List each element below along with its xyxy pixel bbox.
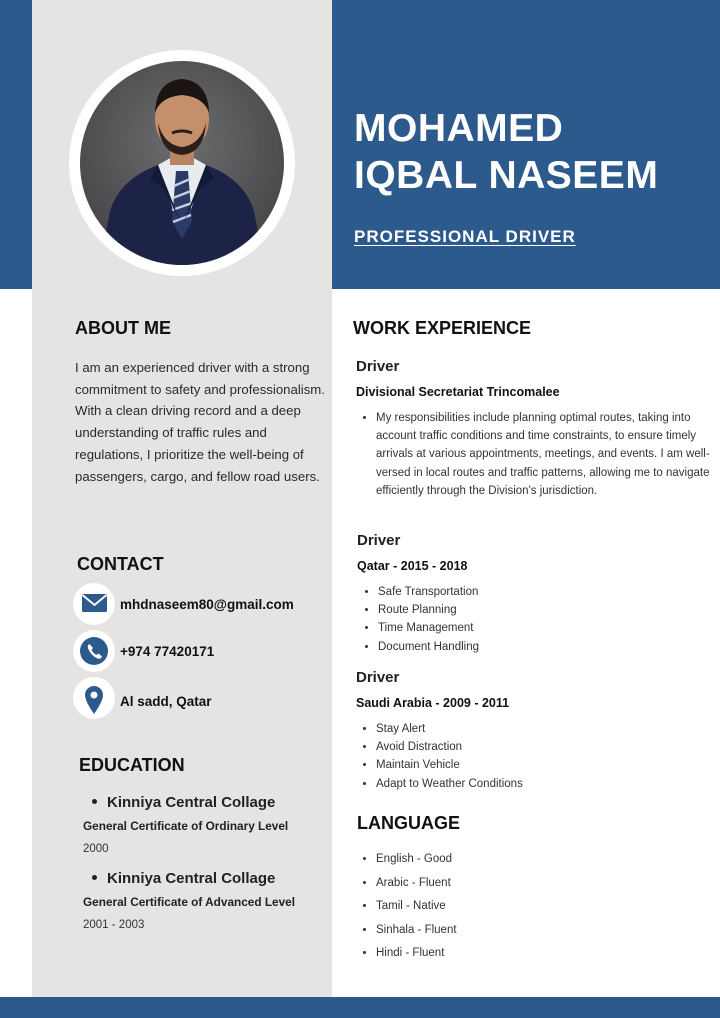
- profile-photo: [80, 61, 284, 265]
- list-item: • Route Planning: [378, 601, 479, 619]
- about-text: I am an experienced driver with a strong commitment to safety and professionalism. With a clean driving record and a deep understanding of traffic rules and regulations, I prioritize the well-being of passengers, cargo, and fellow road users.: [75, 360, 325, 484]
- location-pin-icon: [73, 677, 115, 719]
- work-experience-heading: WORK EXPERIENCE: [353, 318, 532, 338]
- name-line-1: MOHAMED: [354, 107, 564, 150]
- footer-band: [0, 997, 720, 1018]
- job-employer: Divisional Secretariat Trincomalee: [356, 385, 560, 399]
- education-school: Kinniya Central Collage: [92, 870, 275, 887]
- about-heading: ABOUT ME: [75, 318, 171, 338]
- education-school: Kinniya Central Collage: [92, 794, 275, 811]
- education-year: 2001 - 2003: [83, 919, 145, 931]
- list-item: • English - Good: [376, 848, 457, 872]
- list-item: • My responsibilities include planning optimal routes, taking into account traffic conditions and time constraints, to ensure timely arrivals at various appointments, meetings, and events. I am well-versed in local routes and traffic patterns, allowing me to navigate efficiently through the Division's jurisdiction.: [376, 409, 716, 500]
- job-title: Driver: [356, 669, 400, 686]
- contact-heading: CONTACT: [77, 554, 164, 574]
- education-certificate: General Certificate of Ordinary Level: [83, 819, 289, 833]
- contact-email[interactable]: mhdnaseem80@gmail.com: [120, 597, 294, 612]
- contact-address: Al sadd, Qatar: [120, 694, 212, 709]
- job-role: PROFESSIONAL DRIVER: [354, 227, 576, 246]
- education-certificate: General Certificate of Advanced Level: [83, 895, 295, 909]
- job-description-list: [356, 409, 716, 500]
- list-item: • Hindi - Fluent: [376, 942, 457, 966]
- list-item: • Arabic - Fluent: [376, 872, 457, 896]
- language-heading: LANGUAGE: [357, 813, 460, 833]
- list-item: • Safe Transportation: [378, 583, 479, 601]
- list-item: • Tamil - Native: [376, 895, 457, 919]
- job-title: Driver: [357, 532, 401, 549]
- list-item: • Time Management: [378, 619, 479, 637]
- job-skills-list: [358, 583, 479, 656]
- education-heading: EDUCATION: [79, 755, 185, 775]
- name-line-2: IQBAL NASEEM: [354, 153, 659, 197]
- contact-phone[interactable]: +974 77420171: [120, 644, 215, 659]
- phone-icon: [73, 630, 115, 672]
- list-item: • Avoid Distraction: [376, 738, 523, 756]
- education-year: 2000: [83, 843, 109, 855]
- envelope-icon: [73, 583, 115, 625]
- job-employer: Saudi Arabia - 2009 - 2011: [356, 696, 510, 710]
- job-title: Driver: [356, 358, 400, 375]
- language-list: [356, 848, 457, 966]
- list-item: • Sinhala - Fluent: [376, 919, 457, 943]
- job-employer: Qatar - 2015 - 2018: [357, 559, 468, 573]
- candidate-name: [354, 106, 704, 200]
- list-item: • Maintain Vehicle: [376, 756, 523, 774]
- list-item: • Adapt to Weather Conditions: [376, 775, 523, 793]
- job-skills-list: [356, 720, 523, 793]
- list-item: • Stay Alert: [376, 720, 523, 738]
- list-item: • Document Handling: [378, 638, 479, 656]
